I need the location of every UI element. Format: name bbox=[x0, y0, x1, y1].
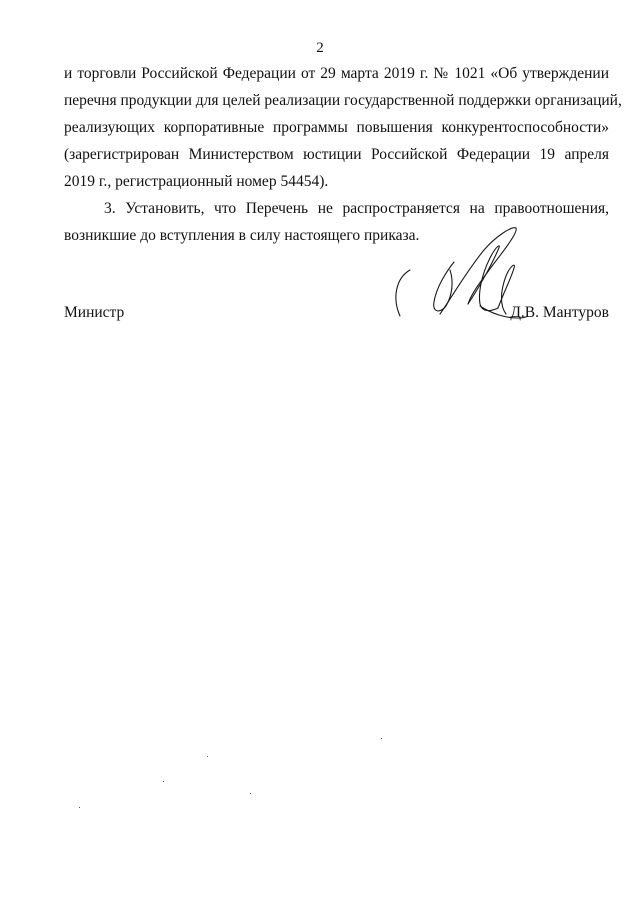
paragraph-line: реализующих корпоративные программы повышения конкурентоспособности» bbox=[64, 119, 609, 136]
scan-speck bbox=[79, 807, 80, 808]
paragraph-line: перечня продукции для целей реализации государственной поддержки организаций, bbox=[64, 92, 622, 109]
paragraph-line: возникшие до вступления в силу настоящего приказа. bbox=[64, 227, 420, 244]
handwritten-signature bbox=[388, 222, 528, 330]
scan-speck bbox=[207, 756, 208, 757]
signer-position: Министр bbox=[64, 304, 125, 321]
page-number: 2 bbox=[316, 40, 324, 56]
scan-speck bbox=[250, 793, 251, 794]
paragraph-line: 3. Установить, что Перечень не распространяется на правоотношения, bbox=[104, 200, 609, 217]
signer-name: Д.В. Мантуров bbox=[510, 304, 609, 321]
paragraph-line: 2019 г., регистрационный номер 54454). bbox=[64, 173, 329, 190]
scan-speck bbox=[381, 738, 382, 739]
paragraph-line: (зарегистрирован Министерством юстиции Российской Федерации 19 апреля bbox=[64, 146, 609, 163]
document-body bbox=[64, 60, 622, 249]
paragraph-continuation bbox=[64, 60, 622, 195]
scan-speck bbox=[163, 781, 164, 782]
paragraph-line: и торговли Российской Федерации от 29 марта 2019 г. № 1021 «Об утверждении bbox=[64, 65, 609, 82]
